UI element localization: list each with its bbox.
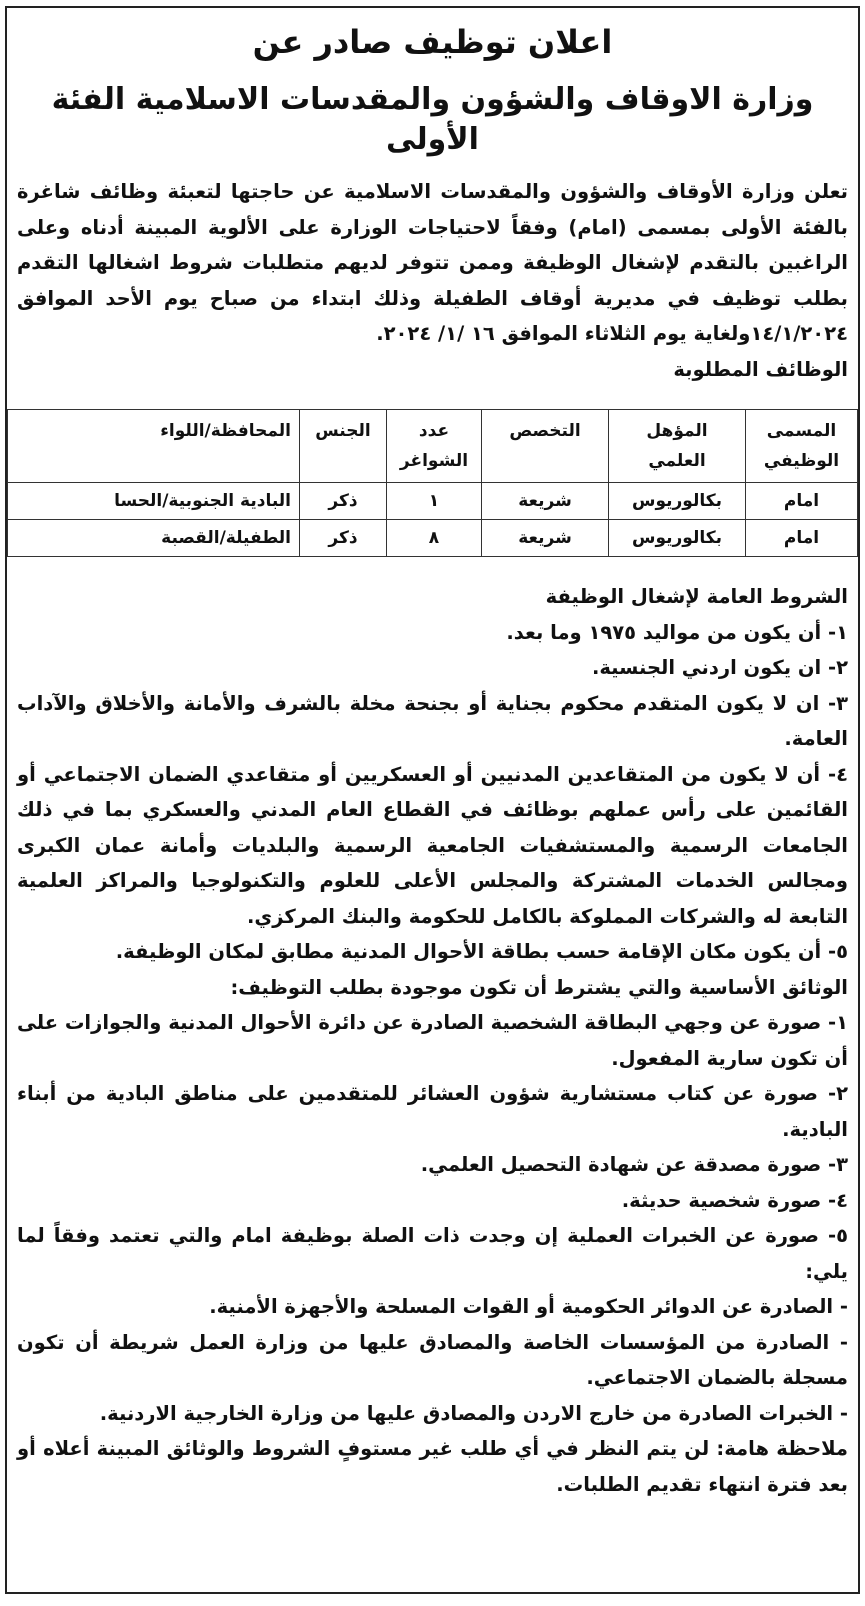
cell-title: امام: [746, 520, 858, 557]
intro-paragraph: تعلن وزارة الأوقاف والشؤون والمقدسات الاسلامية عن حاجتها لتعبئة وظائف شاغرة بالفئة الأولى بمسمى (امام) وفقاً لاحتياجات الوزارة على الألوية المبينة أدناه وعلى الراغبين بالتقدم لإشغال الوظيفة وممن تتوفر لديهم متطلبات شروط اشغالها التقدم بطلب توظيف في مديرية أوقاف الطفيلة وذلك ابتداء من صباح يوم الأحد الموافق ١٤/١/٢٠٢٤ولغاية يوم الثلاثاء الموافق ١٦ /١/ ٢٠٢٤.: [17, 180, 848, 345]
ministry-title: وزارة الاوقاف والشؤون والمقدسات الاسلامية الفئة الأولى: [51, 82, 814, 157]
cell-governorate: الطفيلة/القصبة: [8, 520, 300, 557]
list-item: ٥- أن يكون مكان الإقامة حسب بطاقة الأحوال المدنية مطابق لمكان الوظيفة.: [115, 940, 848, 963]
cell-gender: ذكر: [300, 520, 387, 557]
col-title: المسمى الوظيفي: [746, 410, 858, 483]
list-item: ٣- صورة مصدقة عن شهادة التحصيل العلمي.: [420, 1153, 848, 1176]
list-item: ٤- أن لا يكون من المتقاعدين المدنيين أو العسكريين أو متقاعدي الضمان الاجتماعي أو القائمين على رأس عملهم بوظائف في القطاع العام المدني والعسكري بما في ذلك الجامعات الرسمية والمستشفيات الجامعية الرسمية والبلديات وأمانة عمان الكبرى ومجالس الخدمات المشتركة والمجلس الأعلى للعلوم والتكنولوجيا والمراكز العلمية التابعة له والشركات المملوكة بالكامل للحكومة والبنك المركزي.: [17, 762, 848, 928]
list-item: ٤- صورة شخصية حديثة.: [621, 1188, 848, 1212]
conditions-heading: الشروط العامة لإشغال الوظيفة: [545, 585, 848, 608]
list-item: ١- صورة عن وجهي البطاقة الشخصية الصادرة عن دائرة الأحوال المدنية والجوازات على أن تكون سارية المفعول.: [17, 1011, 848, 1070]
table-row: [8, 520, 858, 557]
table-row: [8, 483, 858, 520]
cell-specialty: شريعة: [482, 483, 609, 520]
list-item: ٥- صورة عن الخبرات العملية إن وجدت ذات الصلة بوظيفة امام والتي تعتمد وفقاً لما يلي:: [17, 1224, 848, 1283]
cell-governorate: البادية الجنوبية/الحسا: [8, 483, 300, 520]
list-item: ٢- صورة عن كتاب مستشارية شؤون العشائر للمتقدمين على مناطق البادية من أبناء البادية.: [17, 1082, 848, 1141]
list-item: ٣- ان لا يكون المتقدم محكوم بجناية أو بجنحة مخلة بالشرف والأمانة والأخلاق والآداب العامة.: [17, 691, 848, 750]
required-jobs-heading: الوظائف المطلوبة: [673, 357, 848, 381]
col-specialty: التخصص: [482, 410, 609, 483]
col-governorate: المحافظة/اللواء: [8, 410, 300, 483]
cell-vacancies: ٨: [387, 520, 482, 557]
sub-list-item: - الخبرات الصادرة من خارج الاردن والمصادق عليها من وزارة الخارجية الاردنية.: [99, 1401, 848, 1425]
list-item: ١- أن يكون من مواليد ١٩٧٥ وما بعد.: [506, 620, 848, 644]
cell-qualification: بكالوريوس: [609, 520, 746, 557]
col-vacancies: عدد الشواغر: [387, 410, 482, 483]
cell-specialty: شريعة: [482, 520, 609, 557]
conditions-section: [7, 579, 858, 1502]
col-qualification: المؤهل العلمي: [609, 410, 746, 483]
announcement: [5, 6, 860, 1594]
page-title: اعلان توظيف صادر عن: [252, 23, 613, 61]
important-note: ملاحظة هامة: لن يتم النظر في أي طلب غير مستوفٍ الشروط والوثائق المبينة أعلاه أو بعد فترة انتهاء تقديم الطلبات.: [17, 1437, 848, 1496]
jobs-table: [7, 409, 858, 557]
intro-section: [7, 174, 858, 387]
documents-heading: الوثائق الأساسية والتي يشترط أن تكون موجودة بطلب التوظيف:: [230, 975, 848, 999]
cell-qualification: بكالوريوس: [609, 483, 746, 520]
col-gender: الجنس: [300, 410, 387, 483]
cell-title: امام: [746, 483, 858, 520]
cell-gender: ذكر: [300, 483, 387, 520]
cell-vacancies: ١: [387, 483, 482, 520]
list-item: ٢- ان يكون اردني الجنسية.: [591, 656, 848, 679]
sub-list-item: - الصادرة من المؤسسات الخاصة والمصادق عليها من وزارة العمل شريطة أن تكون مسجلة بالضمان الاجتماعي.: [17, 1330, 848, 1389]
table-header-row: [8, 410, 858, 483]
sub-list-item: - الصادرة عن الدوائر الحكومية أو القوات المسلحة والأجهزة الأمنية.: [209, 1295, 848, 1318]
